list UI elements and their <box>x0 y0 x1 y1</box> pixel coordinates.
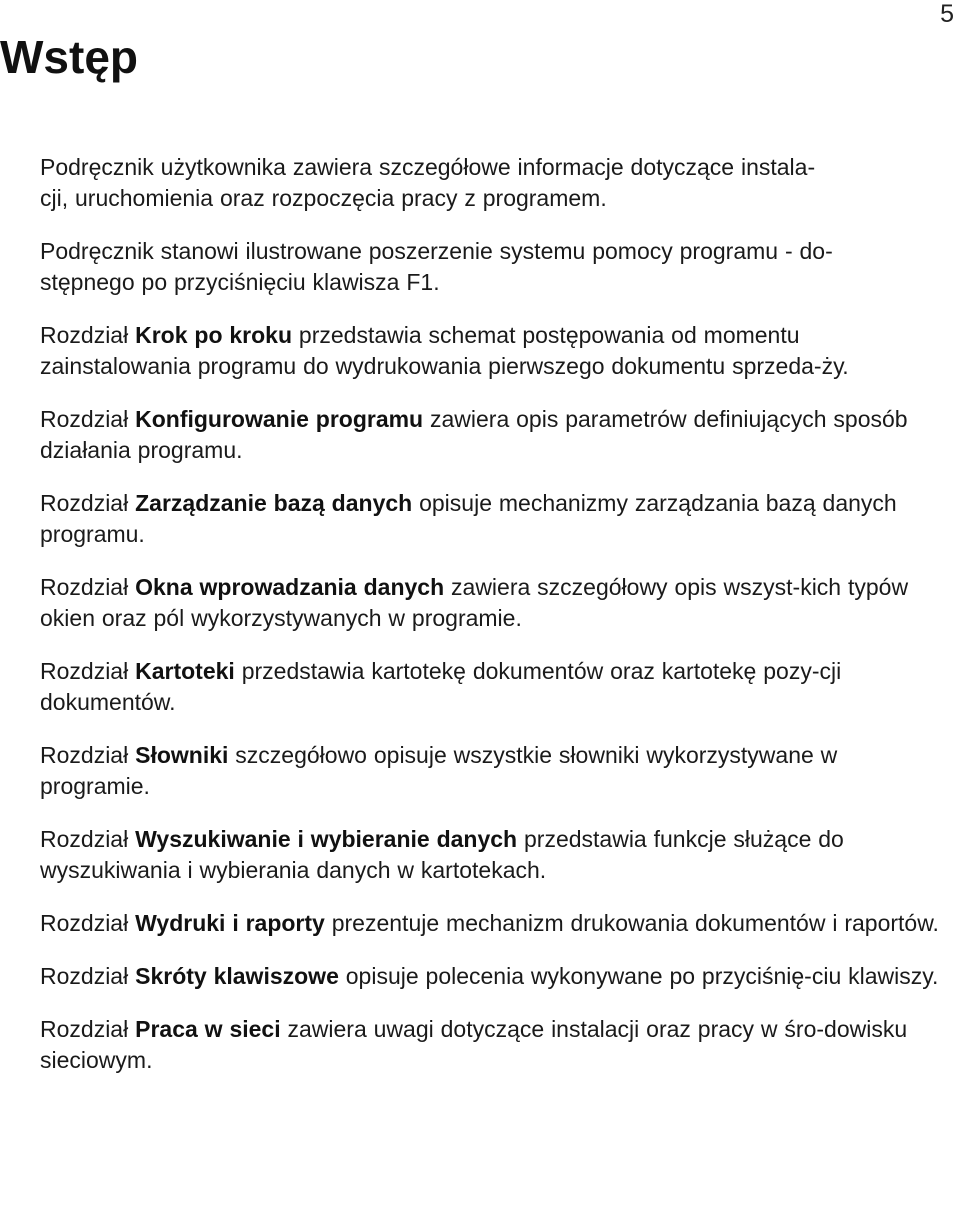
page-title: Wstęp <box>0 31 138 83</box>
chapter-title: Krok po kroku <box>135 322 293 348</box>
chapter-prefix: Rozdział <box>40 322 136 348</box>
chapter-prefix: Rozdział <box>40 742 136 768</box>
chapter-prefix: Rozdział <box>40 574 136 600</box>
chapter-title: Wydruki i raporty <box>135 910 325 936</box>
chapter-description: zawiera szczegółowy opis wszyst-kich typów okien oraz pól wykorzystywanych w programie. <box>40 574 909 631</box>
chapter-description: opisuje polecenia wykonywane po przyciśnię-ciu klawiszy. <box>338 963 939 989</box>
chapter-title: Okna wprowadzania danych <box>135 574 445 600</box>
chapter-title: Słowniki <box>135 742 229 768</box>
chapter-prefix: Rozdział <box>40 963 136 989</box>
chapter-title: Kartoteki <box>135 658 235 684</box>
chapter-title: Wyszukiwanie i wybieranie danych <box>135 826 518 852</box>
chapter-paragraph <box>40 488 952 550</box>
chapter-description: przedstawia funkcje służące do wyszukiwania i wybierania danych w kartotekach. <box>40 826 844 883</box>
chapter-description: przedstawia schemat postępowania od momentu zainstalowania programu do wydrukowania pierwszego dokumentu sprzeda-żу. <box>40 322 849 379</box>
chapter-description: prezentuje mechanizm drukowania dokumentów i raportów. <box>324 910 939 936</box>
intro-paragraph-2 <box>40 236 952 298</box>
chapter-paragraph <box>40 572 952 634</box>
chapter-paragraph <box>40 404 952 466</box>
chapter-title: Skróty klawiszowe <box>135 963 339 989</box>
chapter-prefix: Rozdział <box>40 406 136 432</box>
chapter-prefix: Rozdział <box>40 490 136 516</box>
chapter-description: zawiera opis parametrów definiujących sposób działania programu. <box>40 406 908 463</box>
chapter-paragraph <box>40 824 952 886</box>
page-number: 5 <box>940 0 954 28</box>
chapter-prefix: Rozdział <box>40 826 136 852</box>
chapter-prefix: Rozdział <box>40 910 136 936</box>
chapter-paragraph <box>40 740 952 802</box>
document-body <box>40 152 952 1098</box>
chapter-description: opisuje mechanizmy zarządzania bazą danych programu. <box>40 490 897 547</box>
intro-1-line-2: cji, uruchomienia oraz rozpoczęcia pracy z programem. <box>40 185 607 211</box>
chapter-paragraph <box>40 1014 952 1076</box>
chapter-description: przedstawia kartotekę dokumentów oraz kartotekę pozy-cji dokumentów. <box>40 658 842 715</box>
intro-2-line-1: Podręcznik stanowi ilustrowane poszerzenie systemu pomocy programu - do- <box>40 238 833 264</box>
chapter-prefix: Rozdział <box>40 658 136 684</box>
intro-1-line-1: Podręcznik użytkownika zawiera szczegółowe informacje dotyczące instala- <box>40 154 816 180</box>
intro-2-line-2: stępnego po przyciśnięciu klawisza F1. <box>40 269 440 295</box>
chapter-prefix: Rozdział <box>40 1016 136 1042</box>
chapter-paragraph <box>40 656 952 718</box>
intro-paragraph-1 <box>40 152 952 214</box>
chapter-description: zawiera uwagi dotyczące instalacji oraz pracy w śro-dowisku sieciowym. <box>40 1016 908 1073</box>
chapter-paragraph <box>40 320 952 382</box>
chapter-title: Praca w sieci <box>135 1016 281 1042</box>
chapter-paragraph <box>40 908 952 939</box>
chapter-paragraph <box>40 961 952 992</box>
chapter-description: szczegółowo opisuje wszystkie słowniki wykorzystywane w programie. <box>40 742 838 799</box>
chapter-title: Zarządzanie bazą danych <box>135 490 413 516</box>
chapter-title: Konfigurowanie programu <box>135 406 424 432</box>
